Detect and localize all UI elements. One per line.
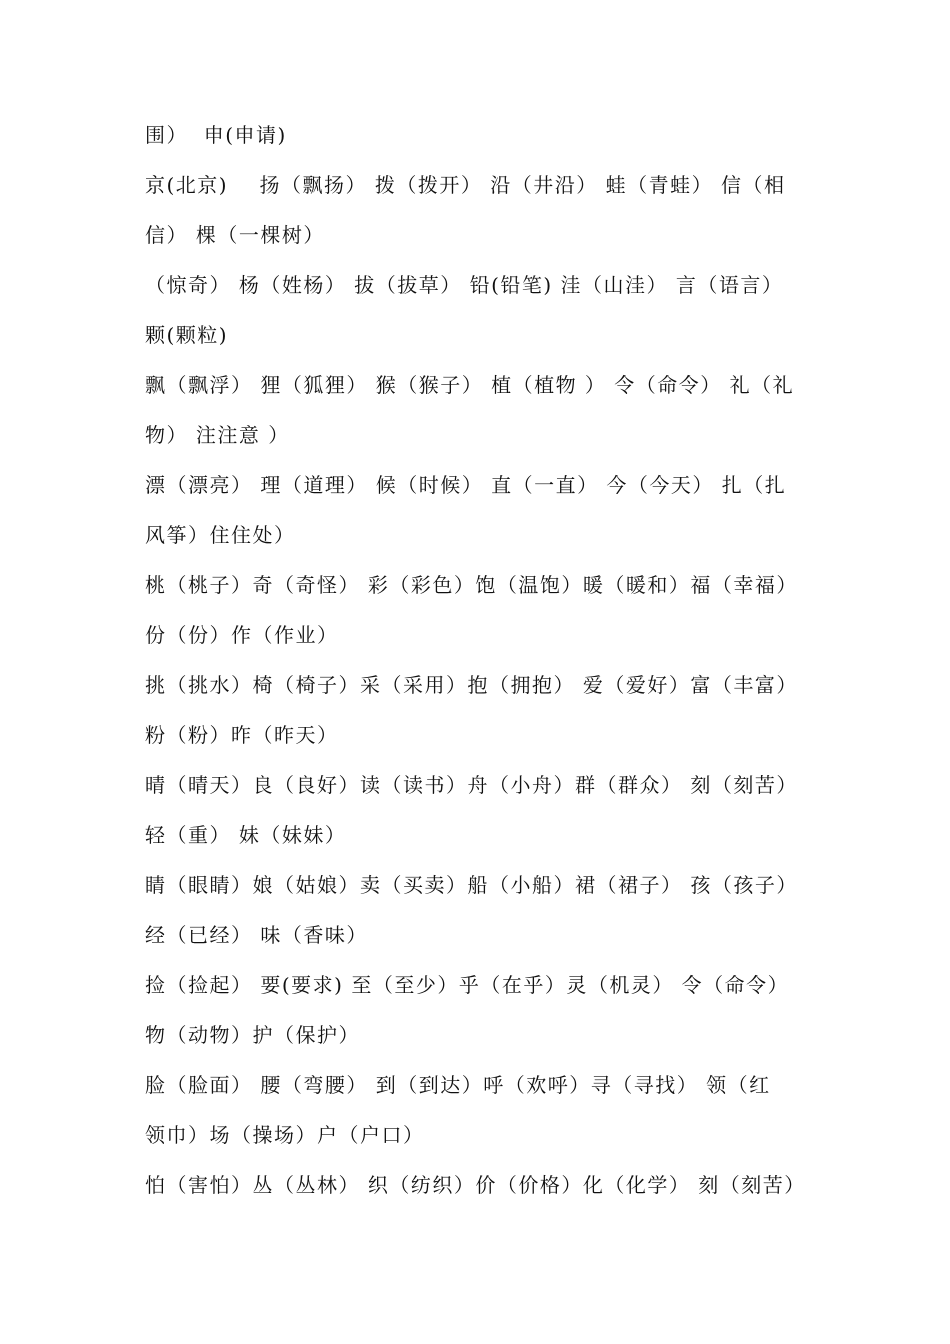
text-line: 晴（晴天）良（良好）读（读书）舟（小舟）群（群众） 刻（刻苦） [145, 773, 798, 797]
text-line: 经（已经） 味（香味） [145, 923, 368, 947]
text-line: 捡（捡起） 要(要求) 至（至少）乎（在乎）灵（机灵） 令（命令） [145, 973, 790, 997]
text-line: 信） 棵（一棵树） [145, 223, 325, 247]
text-line: 漂（漂亮） 理（道理） 候（时候） 直（一直） 今（今天） 扎（扎 [145, 473, 787, 497]
document-body [145, 110, 815, 1210]
text-line: 怕（害怕）丛（丛林） 织（纺织）价（价格）化（化学） 刻（刻苦） [145, 1173, 806, 1197]
text-line: 粉（粉）昨（昨天） [145, 723, 339, 747]
text-line: 轻（重） 妹（妹妹） [145, 823, 347, 847]
text-line: 物（动物）护（保护） [145, 1023, 360, 1047]
text-line: 睛（眼睛）娘（姑娘）卖（买卖）船（小船）裙（裙子） 孩（孩子） [145, 873, 798, 897]
text-line: 围） 申(申请) [145, 123, 287, 147]
text-line: 领巾）场（操场）户（户口） [145, 1123, 425, 1147]
text-line: 飘（飘浮） 狸（狐狸） 猴（猴子） 植（植物 ） 令（命令） 礼（礼 [145, 373, 795, 397]
text-line: 京(北京) 扬（飘扬） 拨（拨开） 沿（井沿） 蛙（青蛙） 信（相 [145, 173, 786, 197]
text-line: 物） 注注意 ） [145, 423, 290, 447]
text-line: 颗(颗粒) [145, 323, 229, 347]
text-line: 风筝）住住处） [145, 523, 296, 547]
text-line: （惊奇） 杨（姓杨） 拔（拔草） 铅(铅笔) 洼（山洼） 言（语言） [145, 273, 784, 297]
text-line: 脸（脸面） 腰（弯腰） 到（到达）呼（欢呼）寻（寻找） 领（红 [145, 1073, 771, 1097]
text-line: 桃（桃子）奇（奇怪） 彩（彩色）饱（温饱）暖（暖和）福（幸福） [145, 573, 798, 597]
text-line: 挑（挑水）椅（椅子）采（采用）抱（拥抱） 爱（爱好）富（丰富） [145, 673, 798, 697]
text-line: 份（份）作（作业） [145, 623, 339, 647]
